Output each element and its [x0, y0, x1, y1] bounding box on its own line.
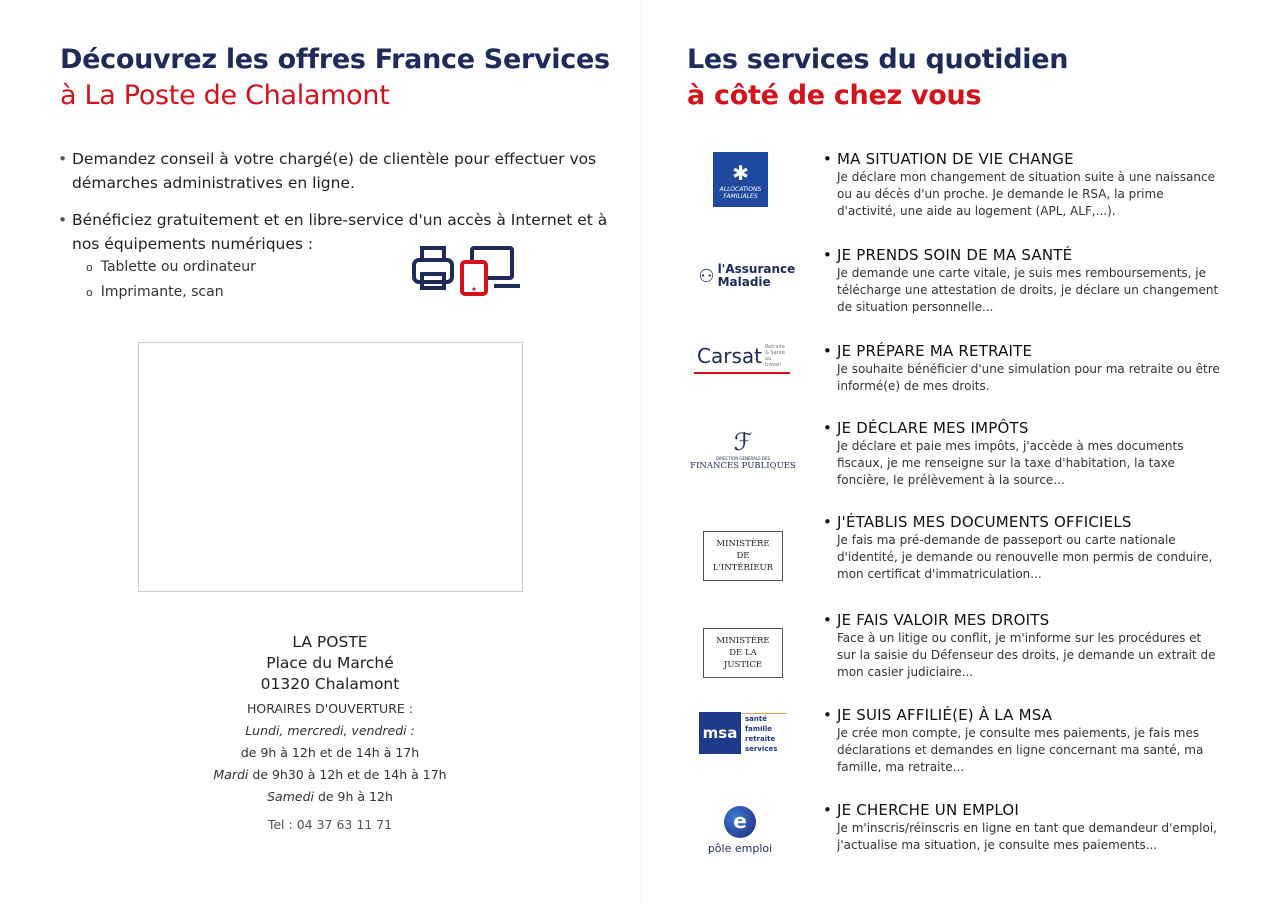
service-text: Je souhaite bénéficier d'une simulation pour ma retraite ou être informé(e) de mes droits. [837, 362, 1220, 393]
caf-logo: ✱ ALLOCATIONS FAMILIALES [713, 152, 768, 207]
dgfip-logo: ℱ DIRECTION GÉNÉRALE DES FINANCES PUBLIQUES [690, 427, 796, 471]
service-taxes [823, 418, 1243, 489]
service-rights [823, 610, 1243, 681]
page-fold [641, 0, 642, 904]
service-retirement [823, 341, 1243, 395]
service-title: • JE PRÉPARE MA RETRAITE [823, 341, 1243, 361]
service-text: Je déclare et paie mes impôts, j'accède à mes documents fiscaux, je me renseigne sur la taxe d'habitation, la taxe foncière, le prélèvement à la source... [837, 439, 1184, 487]
service-text: Je crée mon compte, je consulte mes paiements, je fais mes déclarations et demandes en ligne concernant ma santé, ma famille, ma retraite... [837, 726, 1204, 774]
ministere-interieur-logo: MINISTÈRE DE L'INTÉRIEUR [703, 531, 783, 581]
sub-item-printer: o Imprimante, scan [86, 280, 224, 305]
service-health [823, 245, 1243, 316]
hours-day2: Mardi [213, 767, 249, 782]
service-title: • JE FAIS VALOIR MES DROITS [823, 610, 1243, 630]
left-subtitle: à La Poste de Chalamont [60, 80, 390, 111]
service-text: Face à un litige ou conflit, je m'informe sur les procédures et sur la saisie du Défenseur des droits, je demande un extrait de mon casier judiciaire... [837, 631, 1216, 679]
hours-saturday [190, 786, 470, 808]
service-family [823, 149, 1243, 220]
service-msa [823, 705, 1243, 776]
bullet-advice: • Demandez conseil à votre chargé(e) de clientèle pour effectuer vos démarches administratives en ligne. [58, 147, 618, 195]
fp-monogram-icon: ℱ [733, 427, 753, 456]
sub-item-tablet: o Tablette ou ordinateur [86, 255, 256, 280]
service-text: Je m'inscris/réinscris en ligne en tant que demandeur d'emploi, j'actualise ma situation, je consulte mes paiements... [837, 821, 1217, 852]
hours-tuesday [150, 764, 510, 786]
msa-logo: msa santé famille retraite services [697, 711, 789, 755]
assurance-maladie-logo: ⚇ l'Assurance Maladie [698, 262, 796, 289]
service-employment [823, 800, 1243, 854]
service-text: Je déclare mon changement de situation suite à une naissance ou au décès d'un proche. Je demande le RSA, la prime d'activité, une aide au logement (APL, ALF,...). [837, 170, 1215, 218]
pole-emploi-e-icon: e [724, 806, 756, 838]
tablet-icon [462, 262, 486, 294]
service-title: • MA SITUATION DE VIE CHANGE [823, 149, 1243, 169]
hours-heading: HORAIRES D'OUVERTURE : [247, 701, 413, 716]
devices-icon [410, 244, 522, 296]
bullet-internet: • Bénéficiez gratuitement et en libre-service d'un accès à Internet et à nos équipements numériques : [58, 208, 618, 256]
service-title: • JE CHERCHE UN EMPLOI [823, 800, 1243, 820]
hours-time3: de 9h à 12h [313, 789, 393, 804]
carsat-logo: Carsat Retraite & Santé au travail [694, 340, 790, 374]
left-title: Découvrez les offres France Services [60, 44, 610, 75]
photo-placeholder [138, 342, 523, 592]
printer-icon [414, 248, 452, 288]
right-title: Les services du quotidien [687, 44, 1069, 75]
pole-emploi-logo: e pôle emploi [695, 802, 785, 858]
hours-days1: Lundi, mercredi, vendredi : [245, 723, 415, 738]
hours-time1: de 9h à 12h et de 14h à 17h [240, 745, 420, 760]
address-city: 01320 Chalamont [260, 675, 400, 693]
service-text: Je fais ma pré-demande de passeport ou carte nationale d'identité, je demande ou renouvelle mon permis de conduire, mon certificat d'immatriculation... [837, 533, 1213, 581]
service-title: • JE DÉCLARE MES IMPÔTS [823, 418, 1243, 438]
phone: Tel : 04 37 63 11 71 [267, 817, 393, 832]
address-name: LA POSTE [292, 633, 368, 651]
address-street: Place du Marché [266, 654, 394, 672]
hours-day3: Samedi [267, 789, 314, 804]
address-block [190, 632, 470, 836]
right-subtitle: à côté de chez vous [687, 80, 982, 111]
service-title: • JE SUIS AFFILIÉ(E) À LA MSA [823, 705, 1243, 725]
service-title: • JE PRENDS SOIN DE MA SANTÉ [823, 245, 1243, 265]
figures-icon: ⚇ [698, 265, 715, 287]
hours-time2: de 9h30 à 12h et de 14h à 17h [248, 767, 447, 782]
ministere-justice-logo: MINISTÈRE DE LA JUSTICE [703, 628, 783, 678]
service-title: • J'ÉTABLIS MES DOCUMENTS OFFICIELS [823, 512, 1243, 532]
service-documents [823, 512, 1243, 583]
service-text: Je demande une carte vitale, je suis mes remboursements, je télécharge une attestation de droits, je déclare un changement de situation personnelle... [837, 266, 1219, 314]
